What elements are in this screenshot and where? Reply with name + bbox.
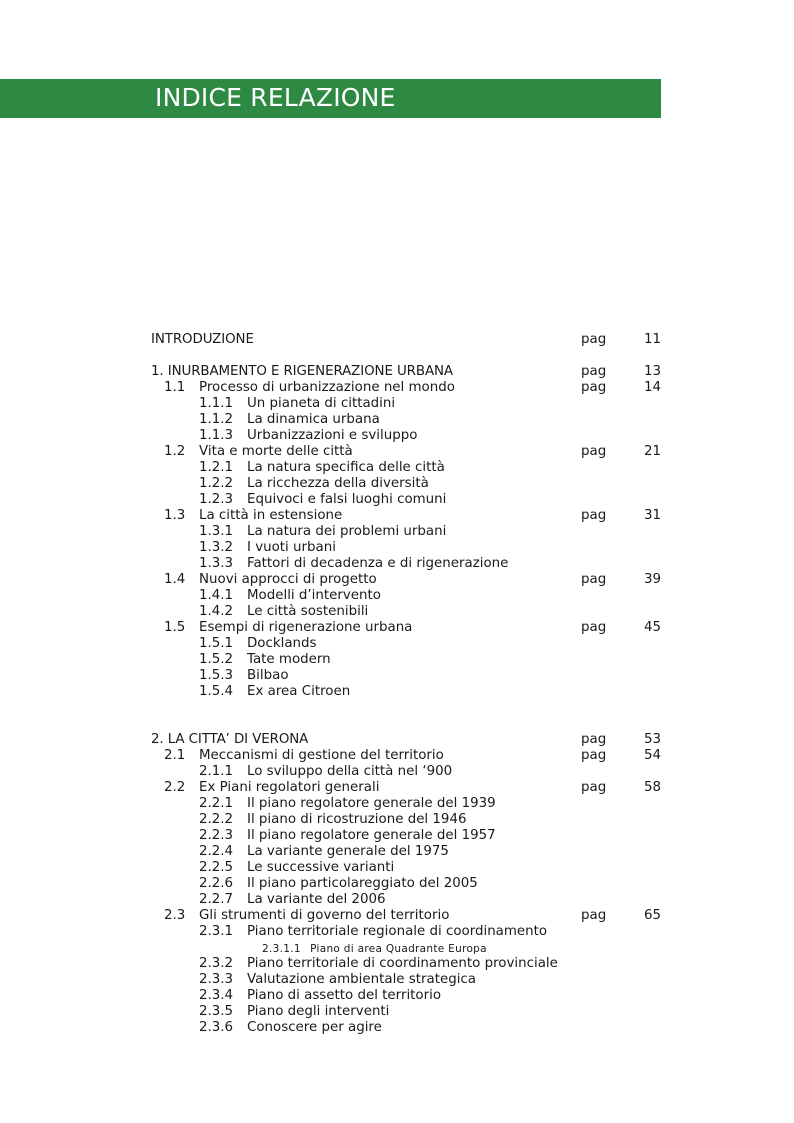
toc-entry-title: Modelli d’intervento: [247, 588, 381, 603]
toc-entry-pag-label: pag: [581, 620, 607, 635]
toc-entry: [0, 748, 794, 764]
toc-entry: [0, 364, 794, 380]
toc-entry-title: 2. LA CITTA’ DI VERONA: [151, 732, 309, 747]
toc-entry-page-number: 54: [643, 748, 661, 763]
toc-entry: [0, 1020, 794, 1036]
toc-entry-pag-label: pag: [581, 732, 607, 747]
toc-entry: [0, 844, 794, 860]
toc-entry: [0, 588, 794, 604]
toc-entry-title: Gli strumenti di governo del territorio: [199, 908, 450, 923]
toc-entry-title: Bilbao: [247, 668, 289, 683]
toc-entry-number: 1.3.2: [199, 540, 234, 555]
toc-entry-number: 1.4.2: [199, 604, 234, 619]
toc-entry-number: 1.5: [164, 620, 186, 635]
toc-entry-number: 1.5.2: [199, 652, 234, 667]
toc-entry-pag-label: pag: [581, 780, 607, 795]
toc-entry-number: 2.2: [164, 780, 186, 795]
toc-entry-title: Conoscere per agire: [247, 1020, 382, 1035]
toc-entry-page-number: 21: [643, 444, 661, 459]
toc-entry: [0, 428, 794, 444]
toc-entry: [0, 508, 794, 524]
toc-entry: [0, 332, 794, 348]
toc-entry-page-number: 14: [643, 380, 661, 395]
toc-entry-number: 2.3: [164, 908, 186, 923]
toc-entry-title: Esempi di rigenerazione urbana: [199, 620, 413, 635]
toc-entry-page-number: 39: [643, 572, 661, 587]
toc-entry-number: 1.4: [164, 572, 186, 587]
toc-entry-pag-label: pag: [581, 380, 607, 395]
toc-entry-number: 2.2.6: [199, 876, 234, 891]
toc-entry-number: 1.2: [164, 444, 186, 459]
toc-entry: [0, 828, 794, 844]
toc-entry: [0, 492, 794, 508]
toc-entry: [0, 684, 794, 700]
toc-entry: [0, 941, 794, 957]
toc-entry-number: 2.2.2: [199, 812, 234, 827]
toc-entry-title: La natura specifica delle città: [247, 460, 445, 475]
toc-entry-title: La variante del 2006: [247, 892, 386, 907]
toc-entry-title: La dinamica urbana: [247, 412, 380, 427]
toc-entry-title: Meccanismi di gestione del territorio: [199, 748, 444, 763]
toc-entry-number: 1.5.1: [199, 636, 234, 651]
toc-entry-title: Nuovi approcci di progetto: [199, 572, 377, 587]
toc-entry-title: Piano territoriale di coordinamento provinciale: [247, 956, 558, 971]
toc-entry: [0, 524, 794, 540]
toc-entry-pag-label: pag: [581, 748, 607, 763]
toc-entry-number: 2.3.6: [199, 1020, 234, 1035]
toc-entry-title: INTRODUZIONE: [151, 332, 254, 347]
toc-entry-title: La variante generale del 1975: [247, 844, 449, 859]
toc-entry: [0, 412, 794, 428]
toc-entry-title: Vita e morte delle città: [199, 444, 353, 459]
toc-entry-title: Lo sviluppo della città nel ‘900: [247, 764, 453, 779]
toc-entry-title: Il piano regolatore generale del 1939: [247, 796, 496, 811]
toc-entry: [0, 812, 794, 828]
toc-entry: [0, 780, 794, 796]
toc-entry: [0, 732, 794, 748]
toc-entry-title: Piano di assetto del territorio: [247, 988, 442, 1003]
toc-entry: [0, 556, 794, 572]
toc-entry-title: Il piano di ricostruzione del 1946: [247, 812, 467, 827]
toc-entry: [0, 876, 794, 892]
toc-entry-pag-label: pag: [581, 508, 607, 523]
toc-entry-number: 1.5.3: [199, 668, 234, 683]
toc-entry: [0, 972, 794, 988]
toc-entry-pag-label: pag: [581, 364, 607, 379]
toc-entry: [0, 988, 794, 1004]
toc-entry-page-number: 53: [643, 732, 661, 747]
toc-entry: [0, 764, 794, 780]
toc-entry-number: 2.2.3: [199, 828, 234, 843]
toc-entry-title: Il piano particolareggiato del 2005: [247, 876, 478, 891]
toc-entry: [0, 620, 794, 636]
toc-entry-number: 2.3.5: [199, 1004, 234, 1019]
toc-entry: [0, 572, 794, 588]
toc-entry-title: Il piano regolatore generale del 1957: [247, 828, 496, 843]
toc-entry-number: 1.3: [164, 508, 186, 523]
toc-entry-title: Piano di area Quadrante Europa: [310, 943, 487, 955]
toc-entry-number: 1.1: [164, 380, 186, 395]
toc-entry-page-number: 58: [643, 780, 661, 795]
toc-entry: [0, 396, 794, 412]
toc-entry-title: Piano degli interventi: [247, 1004, 390, 1019]
toc-entry-number: 1.1.3: [199, 428, 234, 443]
toc-entry-number: 2.1.1: [199, 764, 234, 779]
toc-entry-title: Le successive varianti: [247, 860, 395, 875]
toc-entry-title: Valutazione ambientale strategica: [247, 972, 476, 987]
toc-entry: [0, 540, 794, 556]
toc-entry-number: 1.1.2: [199, 412, 234, 427]
toc-entry-title: Equivoci e falsi luoghi comuni: [247, 492, 447, 507]
toc-entry-number: 2.3.4: [199, 988, 234, 1003]
toc-entry: [0, 444, 794, 460]
toc-entry: [0, 668, 794, 684]
toc-entry-number: 1.4.1: [199, 588, 234, 603]
toc-entry-page-number: 65: [643, 908, 661, 923]
toc-entry-title: La ricchezza della diversità: [247, 476, 429, 491]
toc-entry-number: 1.2.3: [199, 492, 234, 507]
toc-entry-title: La natura dei problemi urbani: [247, 524, 447, 539]
toc-entry-title: Un pianeta di cittadini: [247, 396, 396, 411]
toc-entry-title: Piano territoriale regionale di coordinamento: [247, 924, 548, 939]
toc-entry: [0, 636, 794, 652]
toc-entry: [0, 860, 794, 876]
toc-entry-pag-label: pag: [581, 332, 607, 347]
toc-entry-number: 1.5.4: [199, 684, 234, 699]
toc-entry: [0, 460, 794, 476]
toc-entry-page-number: 31: [643, 508, 661, 523]
toc-entry: [0, 924, 794, 940]
toc-entry: [0, 796, 794, 812]
toc-entry-number: 2.3.2: [199, 956, 234, 971]
toc-entry-pag-label: pag: [581, 572, 607, 587]
toc-entry: [0, 892, 794, 908]
toc-entry-pag-label: pag: [581, 908, 607, 923]
toc-entry-pag-label: pag: [581, 444, 607, 459]
toc-entry-title: 1. INURBAMENTO E RIGENERAZIONE URBANA: [151, 364, 453, 379]
toc-entry: [0, 652, 794, 668]
toc-entry-number: 1.1.1: [199, 396, 234, 411]
toc-entry-number: 2.3.1: [199, 924, 234, 939]
toc-entry-page-number: 45: [643, 620, 661, 635]
toc-entry-title: Le città sostenibili: [247, 604, 369, 619]
toc-entry-title: Fattori di decadenza e di rigenerazione: [247, 556, 509, 571]
toc-entry-number: 2.3.3: [199, 972, 234, 987]
toc-entry-page-number: 11: [643, 332, 661, 347]
toc-entry-number: 2.2.1: [199, 796, 234, 811]
toc-entry: [0, 476, 794, 492]
toc-entry-title: I vuoti urbani: [247, 540, 336, 555]
toc-entry-number: 1.2.2: [199, 476, 234, 491]
toc-entry-title: Urbanizzazioni e sviluppo: [247, 428, 418, 443]
page-title: INDICE RELAZIONE: [155, 83, 396, 112]
toc-entry-title: La città in estensione: [199, 508, 343, 523]
toc-entry: [0, 380, 794, 396]
toc-entry-title: Ex Piani regolatori generali: [199, 780, 380, 795]
toc-entry-title: Docklands: [247, 636, 317, 651]
toc-entry-number: 2.2.7: [199, 892, 234, 907]
toc-entry-number: 2.2.4: [199, 844, 234, 859]
toc-entry-number: 2.1: [164, 748, 186, 763]
toc-entry: [0, 956, 794, 972]
toc-entry-title: Tate modern: [247, 652, 331, 667]
toc-entry: [0, 908, 794, 924]
toc-entry-number: 2.2.5: [199, 860, 234, 875]
toc-entry-number: 1.2.1: [199, 460, 234, 475]
toc-entry: [0, 1004, 794, 1020]
toc-entry-title: Ex area Citroen: [247, 684, 351, 699]
toc-entry: [0, 604, 794, 620]
toc-entry-page-number: 13: [643, 364, 661, 379]
toc-entry-number: 1.3.1: [199, 524, 234, 539]
toc-entry-number: 2.3.1.1: [262, 943, 301, 955]
toc-entry-number: 1.3.3: [199, 556, 234, 571]
toc-entry-title: Processo di urbanizzazione nel mondo: [199, 380, 455, 395]
